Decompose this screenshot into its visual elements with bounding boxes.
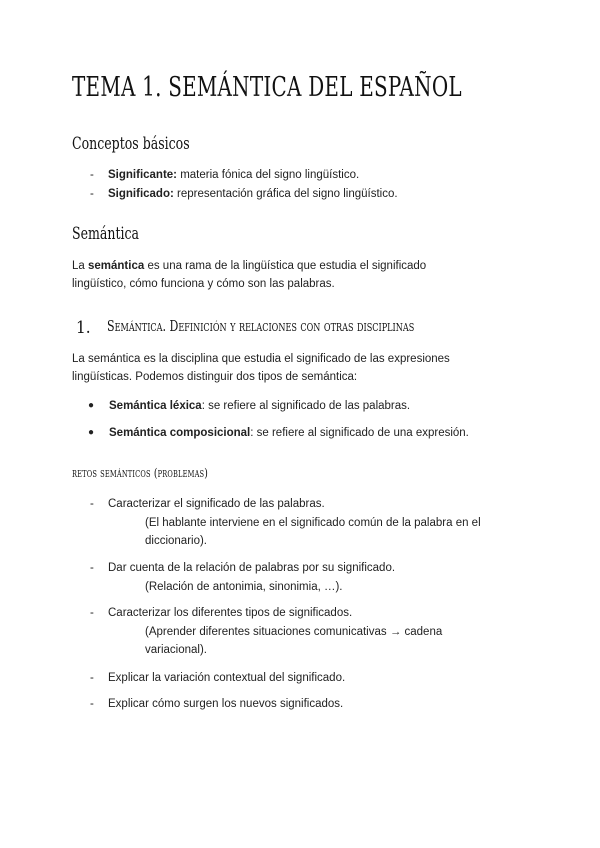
sub-note: (Aprender diferentes situaciones comunicativas → cadena xyxy=(145,626,443,638)
bold-term: semántica xyxy=(88,260,145,272)
dash-mark: - xyxy=(90,188,94,200)
text: La xyxy=(72,260,88,272)
dash-mark: - xyxy=(90,698,94,710)
bullet-mark: ● xyxy=(88,400,95,411)
term: Significante: xyxy=(108,169,178,181)
item-text: Explicar cómo surgen los nuevos significados. xyxy=(108,698,344,710)
definition: : se refiere al significado de las palabras. xyxy=(201,400,411,412)
page-title: TEMA 1. SEMÁNTICA DEL ESPAÑOL xyxy=(72,72,462,103)
item-text: Explicar la variación contextual del significado. xyxy=(108,672,346,684)
item-text: Dar cuenta de la relación de palabras por su significado. xyxy=(108,562,396,574)
dash-mark: - xyxy=(90,562,94,574)
term: Semántica léxica xyxy=(109,400,202,412)
item-text: Caracterizar el significado de las palabras. xyxy=(108,498,325,510)
heading-section1: Semántica. Definición y relaciones con otras disciplinas xyxy=(107,317,415,335)
sub-note: (Relación de antonimia, sinonimia, …). xyxy=(145,581,343,593)
definition: materia fónica del signo lingüístico. xyxy=(177,169,360,181)
definition: representación gráfica del signo lingüístico. xyxy=(173,188,398,200)
heading-semantica: Semántica xyxy=(72,224,140,244)
dash-mark: - xyxy=(90,498,94,510)
paragraph-line xyxy=(72,257,426,275)
sub-note: variacional). xyxy=(145,644,207,656)
term: Semántica composicional xyxy=(109,427,251,439)
paragraph-line: La semántica es la disciplina que estudia el significado de las expresiones xyxy=(72,353,450,365)
dash-mark: - xyxy=(90,169,94,181)
heading-conceptos: Conceptos básicos xyxy=(72,134,190,154)
term: Significado: xyxy=(108,188,174,200)
dash-mark: - xyxy=(90,607,94,619)
paragraph-line: lingüísticas. Podemos distinguir dos tipos de semántica: xyxy=(72,371,358,383)
dash-mark: - xyxy=(90,672,94,684)
item-text: Caracterizar los diferentes tipos de significados. xyxy=(108,607,353,619)
text: es una rama de la lingüística que estudia el significado xyxy=(144,260,427,272)
definition: : se refiere al significado de una expresión. xyxy=(250,427,469,439)
section-number: 1. xyxy=(76,318,91,338)
sub-note: diccionario). xyxy=(145,535,207,547)
paragraph-line: lingüístico, cómo funciona y cómo son las palabras. xyxy=(72,278,335,290)
sub-note: (El hablante interviene en el significado común de la palabra en el xyxy=(145,517,481,529)
heading-retos: retos semánticos (problemas) xyxy=(72,465,209,480)
bullet-mark: ● xyxy=(88,427,95,438)
